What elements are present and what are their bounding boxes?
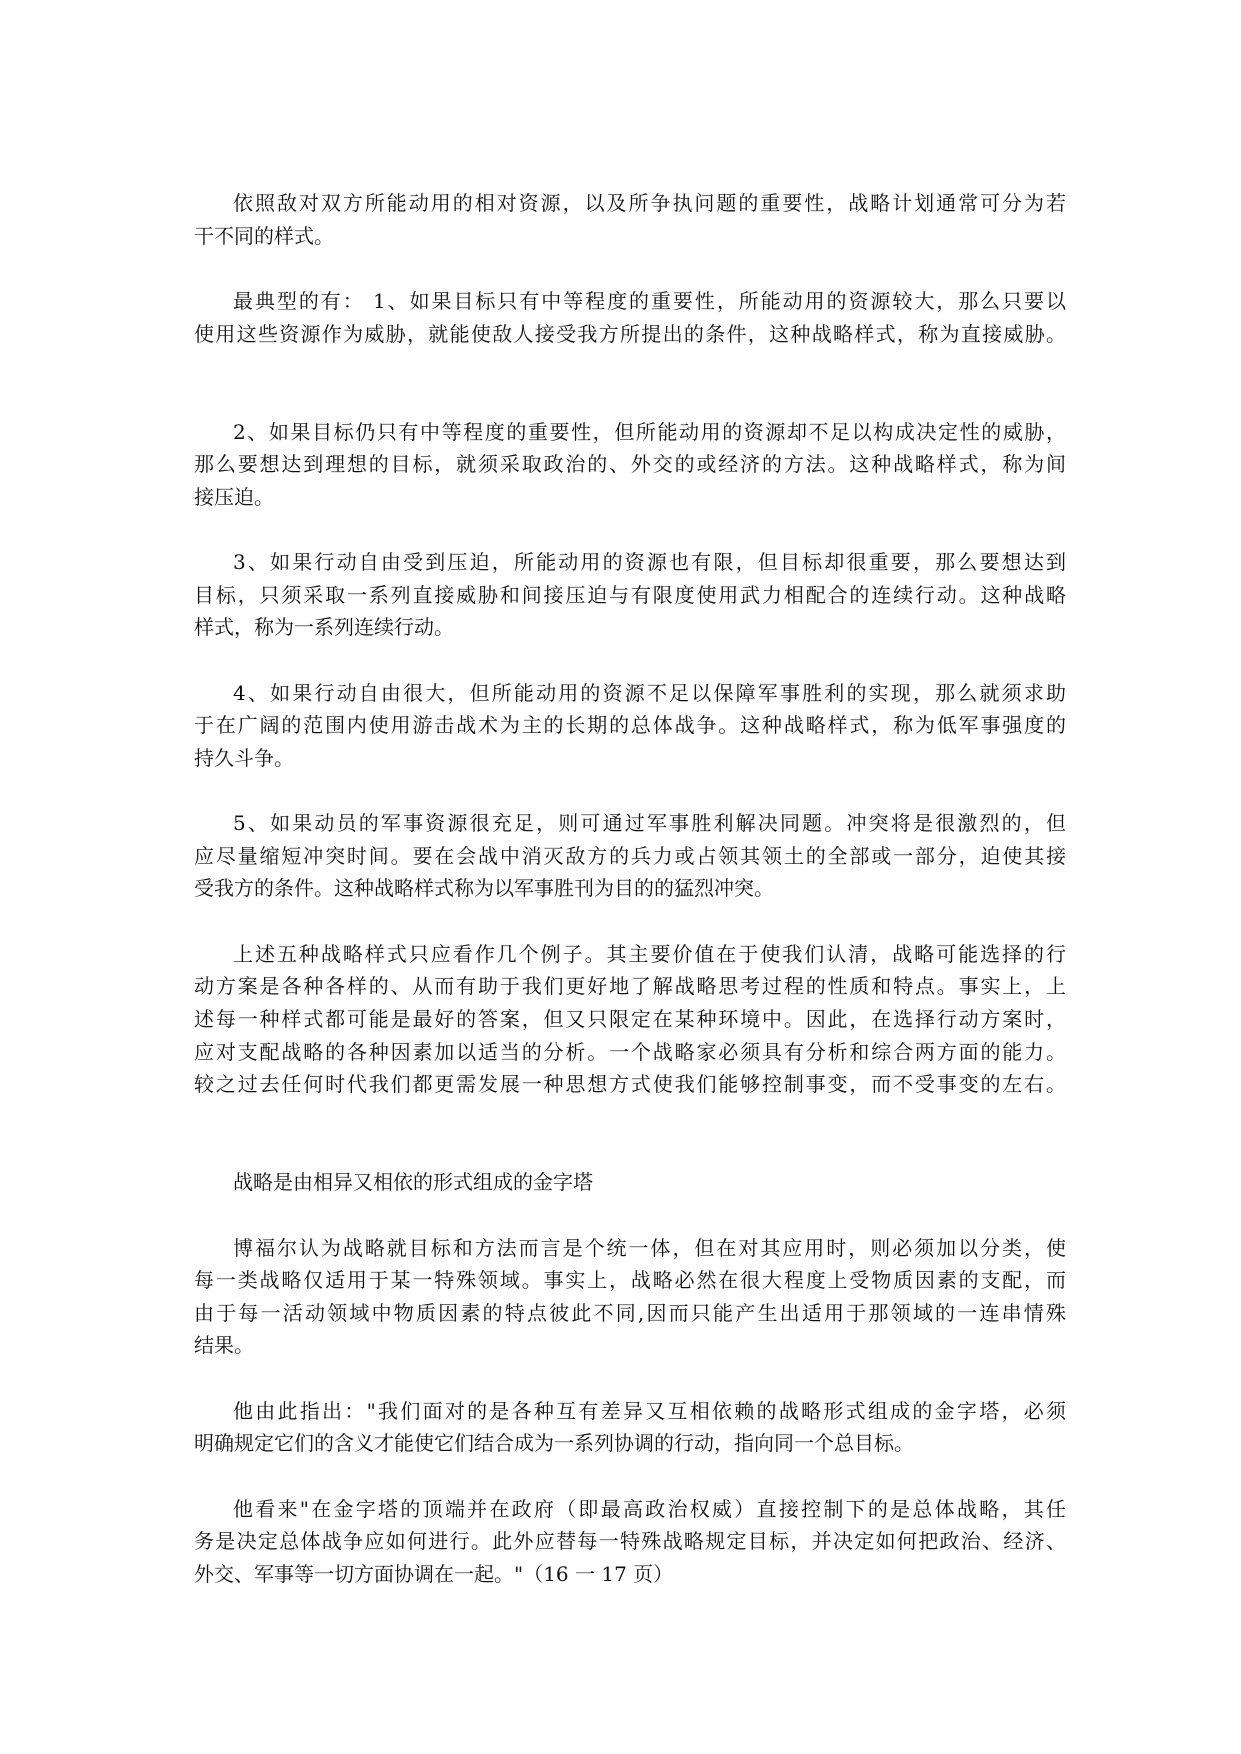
text-line: 接压迫。 xyxy=(194,484,274,509)
paragraph xyxy=(194,807,1066,905)
text-line: 博福尔认为战略就目标和方法而言是个统一体，但在对其应用时，则必须加以分类，使 xyxy=(233,1235,1066,1260)
text-line: 他看来"在金字塔的顶端并在政府（即最高政治权威）直接控制下的是总体战略，其任 xyxy=(233,1496,1066,1521)
text-line: 上述五种战略样式只应看作几个例子。其主要价值在于使我们认清，战略可能选择的行 xyxy=(233,941,1066,966)
paragraph xyxy=(194,187,1066,252)
text-line: 于在广阔的范围内使用游击战术为主的长期的总体战争。这种战略样式，称为低军事强度的 xyxy=(194,713,1066,738)
text-line: 明确规定它们的含义才能使它们结合成为一系列协调的行动，指向同一个总目标。 xyxy=(194,1431,914,1456)
paragraph xyxy=(194,416,1066,514)
text-line: 目标，只须采取一系列直接威胁和间接压迫与有限度使用武力相配合的连续行动。这种战略 xyxy=(194,582,1066,607)
text-line: 持久斗争。 xyxy=(194,745,294,770)
text-line: 由于每一活动领域中物质因素的特点彼此不同,因而只能产生出适用于那领域的一连串情殊 xyxy=(194,1300,1066,1325)
text-line: 使用这些资源作为威胁，就能使敌人接受我方所提出的条件，这种战略样式，称为直接威胁。 xyxy=(194,321,1066,346)
paragraph xyxy=(194,546,1066,644)
text-line: 结果。 xyxy=(194,1333,254,1358)
text-line: 干不同的样式。 xyxy=(194,223,334,248)
text-line: 样式，称为一系列连续行动。 xyxy=(194,615,454,640)
text-line: 每一类战略仅适用于某一特殊领域。事实上，战略必然在很大程度上受物质因素的支配，而 xyxy=(194,1268,1066,1293)
text-line: 务是决定总体战争应如何进行。此外应替每一特殊战略规定目标，并决定如何把政治、经济、 xyxy=(194,1529,1066,1554)
section-heading-block xyxy=(194,1166,1066,1199)
document-page xyxy=(194,187,1066,1591)
text-line: 述每一种样式都可能是最好的答案，但又只限定在某种环境中。因此，在选择行动方案时， xyxy=(194,1007,1066,1032)
paragraph xyxy=(194,938,1066,1101)
paragraph xyxy=(194,1493,1066,1591)
text-line: 应尽量缩短冲突时间。要在会战中消灭敌方的兵力或占领其领土的全部或一部分，迫使其接 xyxy=(194,843,1066,868)
text-line: 依照敌对双方所能动用的相对资源，以及所争执问题的重要性，战略计划通常可分为若 xyxy=(233,191,1066,215)
text-line: 2、如果目标仍只有中等程度的重要性，但所能动用的资源却不足以构成决定性的威胁， xyxy=(233,419,1066,444)
text-line: 3、如果行动自由受到压迫，所能动用的资源也有限，但目标却很重要，那么要想达到 xyxy=(233,550,1066,575)
text-line: 5、如果动员的军事资源很充足，则可通过军事胜利解决同题。冲突将是很激烈的，但 xyxy=(233,811,1066,836)
text-line: 动方案是各种各样的、从而有助于我们更好地了解战略思考过程的性质和特点。事实上，上 xyxy=(194,974,1066,999)
text-line: 应对支配战略的各种因素加以适当的分析。一个战略家必须具有分析和综合两方面的能力。 xyxy=(194,1039,1066,1064)
paragraph xyxy=(194,1232,1066,1363)
paragraph xyxy=(194,1395,1066,1460)
paragraph xyxy=(194,285,1066,350)
text-line: 外交、军事等一切方面协调在一起。"（16 一 17 页） xyxy=(194,1561,674,1586)
text-line: 受我方的条件。这种战略样式称为以军事胜刊为目的的猛烈冲突。 xyxy=(194,876,774,901)
text-line: 他由此指出："我们面对的是各种互有差异又互相依赖的战略形式组成的金字塔，必须 xyxy=(233,1398,1066,1423)
text-line: 4、如果行动自由很大，但所能动用的资源不足以保障军事胜利的实现，那么就须求助 xyxy=(233,680,1066,705)
paragraph xyxy=(194,677,1066,775)
text-line: 那么要想达到理想的目标，就须采取政治的、外交的或经济的方法。这种战略样式，称为间 xyxy=(194,452,1066,477)
text-line: 较之过去任何时代我们都更需发展一种思想方式使我们能够控制事变，而不受事变的左右。 xyxy=(194,1072,1066,1097)
section-heading: 战略是由相异又相依的形式组成的金字塔 xyxy=(233,1170,593,1195)
text-line: 最典型的有： 1、如果目标只有中等程度的重要性，所能动用的资源较大，那么只要以 xyxy=(233,288,1066,313)
